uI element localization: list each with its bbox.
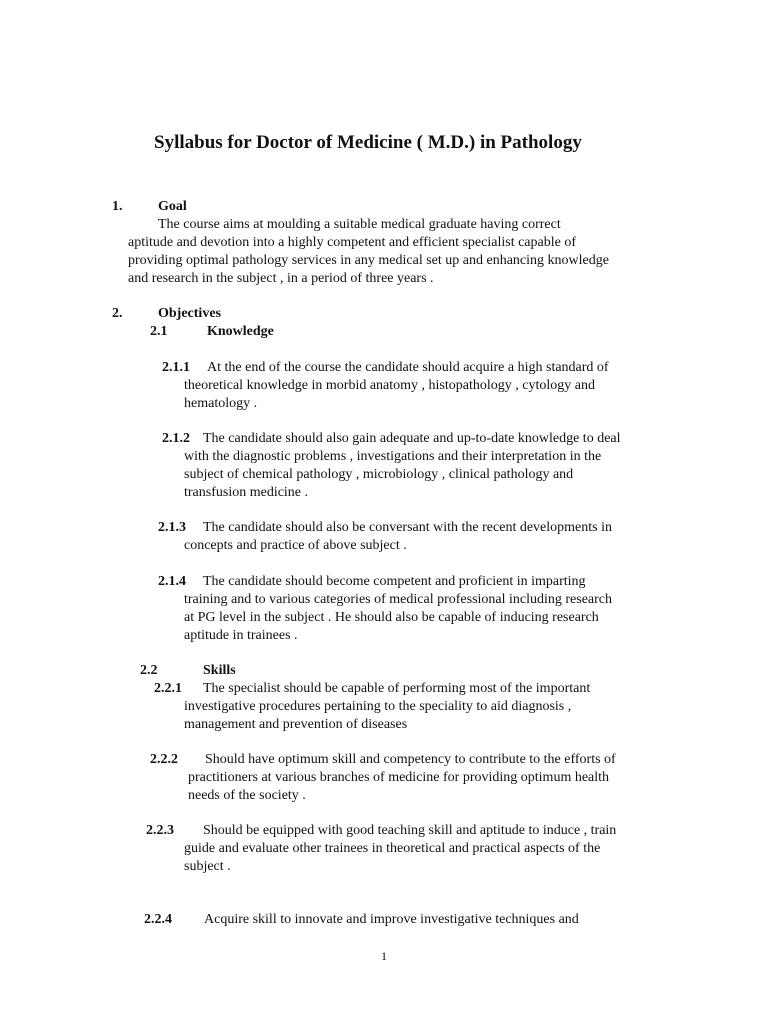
item-number: 2.2.1	[154, 681, 182, 696]
subsection-number: 2.2	[140, 663, 158, 678]
subsection-number: 2.1	[150, 324, 168, 339]
section-number: 2.	[112, 306, 123, 321]
item-number: 2.1.3	[158, 520, 186, 535]
item-line: Should be equipped with good teaching skill and aptitude to induce , train	[203, 823, 617, 838]
item-line: At the end of the course the candidate should acquire a high standard of	[207, 360, 609, 375]
item-line: training and to various categories of medical professional including research	[184, 592, 613, 607]
paragraph-line: providing optimal pathology services in any medical set up and enhancing knowledge	[128, 253, 609, 268]
item-line: subject of chemical pathology , microbiology , clinical pathology and	[184, 467, 574, 482]
item-number: 2.2.2	[150, 752, 178, 767]
item-number: 2.1.4	[158, 574, 186, 589]
page-number: 1	[381, 949, 387, 963]
subsection-heading: Knowledge	[207, 324, 274, 339]
item-line: aptitude in trainees .	[184, 628, 298, 643]
item-line: Acquire skill to innovate and improve investigative techniques and	[204, 912, 579, 927]
item-line: practitioners at various branches of medicine for providing optimum health	[188, 770, 610, 785]
item-line: The candidate should also be conversant with the recent developments in	[203, 520, 612, 535]
section-heading: Objectives	[158, 306, 221, 321]
item-line: The candidate should also gain adequate and up-to-date knowledge to deal	[203, 431, 621, 446]
item-line: concepts and practice of above subject .	[184, 538, 407, 553]
item-line: hematology .	[184, 396, 258, 411]
item-line: with the diagnostic problems , investigations and their interpretation in the	[184, 449, 602, 464]
item-line: guide and evaluate other trainees in theoretical and practical aspects of the	[184, 841, 601, 856]
item-line: subject .	[184, 859, 231, 874]
item-number: 2.2.3	[146, 823, 174, 838]
paragraph-line: The course aims at moulding a suitable medical graduate having correct	[158, 217, 561, 232]
item-number: 2.1.2	[162, 431, 190, 446]
item-line: The specialist should be capable of performing most of the important	[203, 681, 591, 696]
item-line: theoretical knowledge in morbid anatomy , histopathology , cytology and	[184, 378, 595, 393]
item-line: transfusion medicine .	[184, 485, 309, 500]
section-heading: Goal	[158, 199, 187, 214]
item-line: needs of the society .	[188, 788, 306, 803]
page-title: Syllabus for Doctor of Medicine ( M.D.) in Pathology	[154, 132, 582, 153]
item-line: at PG level in the subject . He should also be capable of inducing research	[184, 610, 599, 625]
item-line: management and prevention of diseases	[184, 717, 408, 732]
paragraph-line: and research in the subject , in a period of three years .	[128, 271, 434, 286]
item-line: The candidate should become competent and proficient in imparting	[203, 574, 586, 589]
section-number: 1.	[112, 199, 123, 214]
subsection-heading: Skills	[203, 663, 236, 678]
item-line: investigative procedures pertaining to the speciality to aid diagnosis ,	[184, 699, 572, 714]
paragraph-line: aptitude and devotion into a highly competent and efficient specialist capable of	[128, 235, 576, 250]
item-line: Should have optimum skill and competency to contribute to the efforts of	[205, 752, 616, 767]
item-number: 2.1.1	[162, 360, 190, 375]
item-number: 2.2.4	[144, 912, 172, 927]
